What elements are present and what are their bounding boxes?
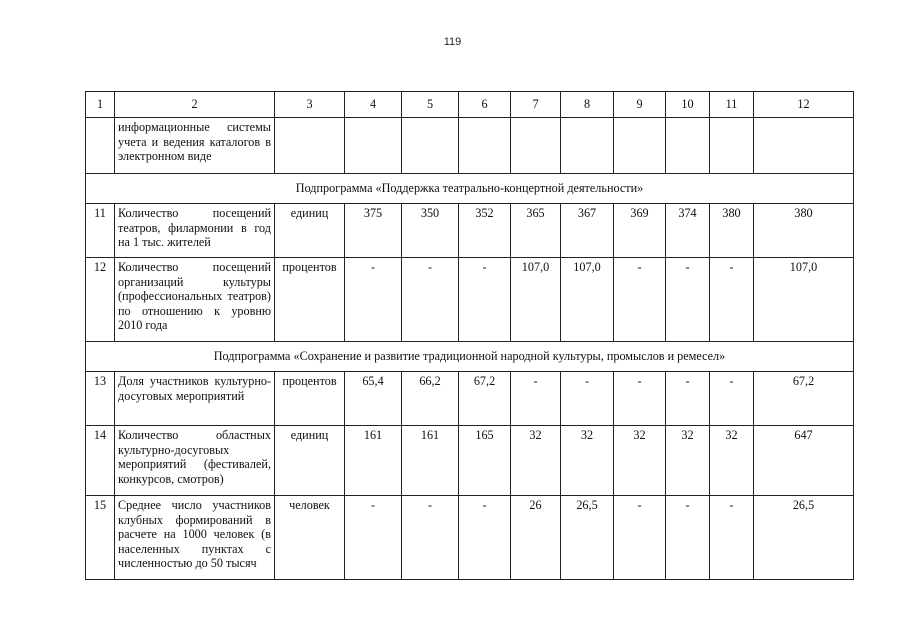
value-cell: 26 bbox=[511, 496, 561, 580]
unit-cell: процентов bbox=[275, 258, 345, 342]
indicator-name-cell: Количество областных культурно-досуговых мероприятий (фестивалей, конкурсов, смотров) bbox=[115, 426, 275, 496]
table-row bbox=[86, 204, 854, 258]
value-cell: - bbox=[614, 372, 666, 426]
value-cell: - bbox=[710, 496, 754, 580]
column-header: 1 bbox=[86, 92, 115, 118]
column-header: 8 bbox=[561, 92, 614, 118]
value-cell: 107,0 bbox=[511, 258, 561, 342]
indicator-name-cell: Количество посещений театров, филармонии в год на 1 тыс. жителей bbox=[115, 204, 275, 258]
column-header: 10 bbox=[666, 92, 710, 118]
value-cell: 367 bbox=[561, 204, 614, 258]
value-cell: - bbox=[710, 372, 754, 426]
value-cell: 374 bbox=[666, 204, 710, 258]
value-cell: 647 bbox=[754, 426, 854, 496]
value-cell: 165 bbox=[459, 426, 511, 496]
value-cell: 365 bbox=[511, 204, 561, 258]
row-number-cell: 14 bbox=[86, 426, 115, 496]
value-cell bbox=[754, 118, 854, 174]
value-cell: 32 bbox=[710, 426, 754, 496]
indicators-table bbox=[85, 91, 854, 580]
value-cell: 66,2 bbox=[402, 372, 459, 426]
column-header: 6 bbox=[459, 92, 511, 118]
value-cell: - bbox=[666, 496, 710, 580]
value-cell: 32 bbox=[561, 426, 614, 496]
subprogram-title: Подпрограмма «Поддержка театрально-концертной деятельности» bbox=[86, 174, 854, 204]
value-cell: - bbox=[710, 258, 754, 342]
column-header: 9 bbox=[614, 92, 666, 118]
value-cell: - bbox=[402, 258, 459, 342]
value-cell bbox=[666, 118, 710, 174]
value-cell: - bbox=[561, 372, 614, 426]
indicator-name-cell: Среднее число участников клубных формирований в расчете на 1000 человек (в населенных пунктах с численностью до 50 тысяч bbox=[115, 496, 275, 580]
unit-cell: человек bbox=[275, 496, 345, 580]
indicator-name-cell: Количество посещений организаций культуры (профессиональных театров) по отношению к уровню 2010 года bbox=[115, 258, 275, 342]
unit-cell: процентов bbox=[275, 372, 345, 426]
value-cell: - bbox=[666, 258, 710, 342]
value-cell bbox=[345, 118, 402, 174]
value-cell: 107,0 bbox=[754, 258, 854, 342]
value-cell: 26,5 bbox=[561, 496, 614, 580]
value-cell: - bbox=[402, 496, 459, 580]
table-row bbox=[86, 426, 854, 496]
row-number-cell: 13 bbox=[86, 372, 115, 426]
value-cell bbox=[710, 118, 754, 174]
value-cell: - bbox=[345, 496, 402, 580]
unit-cell bbox=[275, 118, 345, 174]
row-number-cell: 12 bbox=[86, 258, 115, 342]
subprogram-row bbox=[86, 174, 854, 204]
value-cell bbox=[561, 118, 614, 174]
value-cell: 107,0 bbox=[561, 258, 614, 342]
value-cell: 380 bbox=[710, 204, 754, 258]
table-row bbox=[86, 372, 854, 426]
column-header: 7 bbox=[511, 92, 561, 118]
value-cell: - bbox=[459, 258, 511, 342]
page-number: 119 bbox=[443, 36, 462, 48]
value-cell: 67,2 bbox=[754, 372, 854, 426]
value-cell: 161 bbox=[345, 426, 402, 496]
indicator-name-cell: Доля участников культурно-досуговых мероприятий bbox=[115, 372, 275, 426]
value-cell: 380 bbox=[754, 204, 854, 258]
value-cell: - bbox=[614, 258, 666, 342]
unit-cell: единиц bbox=[275, 204, 345, 258]
value-cell: 32 bbox=[511, 426, 561, 496]
value-cell bbox=[402, 118, 459, 174]
value-cell: - bbox=[511, 372, 561, 426]
value-cell bbox=[511, 118, 561, 174]
value-cell: 352 bbox=[459, 204, 511, 258]
value-cell: 67,2 bbox=[459, 372, 511, 426]
column-header: 2 bbox=[115, 92, 275, 118]
table-row-continuation bbox=[86, 118, 854, 174]
row-number-cell: 11 bbox=[86, 204, 115, 258]
subprogram-title: Подпрограмма «Сохранение и развитие традиционной народной культуры, промыслов и ремесел» bbox=[86, 342, 854, 372]
column-number-row bbox=[86, 92, 854, 118]
value-cell: 32 bbox=[666, 426, 710, 496]
value-cell: 375 bbox=[345, 204, 402, 258]
table-row bbox=[86, 496, 854, 580]
value-cell: 26,5 bbox=[754, 496, 854, 580]
column-header: 3 bbox=[275, 92, 345, 118]
row-number-cell: 15 bbox=[86, 496, 115, 580]
column-header: 4 bbox=[345, 92, 402, 118]
indicator-name-cell: информационные системы учета и ведения каталогов в электронном виде bbox=[115, 118, 275, 174]
value-cell: - bbox=[614, 496, 666, 580]
column-header: 11 bbox=[710, 92, 754, 118]
value-cell: - bbox=[459, 496, 511, 580]
value-cell: - bbox=[666, 372, 710, 426]
column-header: 5 bbox=[402, 92, 459, 118]
value-cell bbox=[614, 118, 666, 174]
subprogram-row bbox=[86, 342, 854, 372]
column-header: 12 bbox=[754, 92, 854, 118]
unit-cell: единиц bbox=[275, 426, 345, 496]
value-cell: 350 bbox=[402, 204, 459, 258]
value-cell: 161 bbox=[402, 426, 459, 496]
value-cell: - bbox=[345, 258, 402, 342]
value-cell: 65,4 bbox=[345, 372, 402, 426]
value-cell: 32 bbox=[614, 426, 666, 496]
table-row bbox=[86, 258, 854, 342]
row-number-cell bbox=[86, 118, 115, 174]
value-cell bbox=[459, 118, 511, 174]
value-cell: 369 bbox=[614, 204, 666, 258]
